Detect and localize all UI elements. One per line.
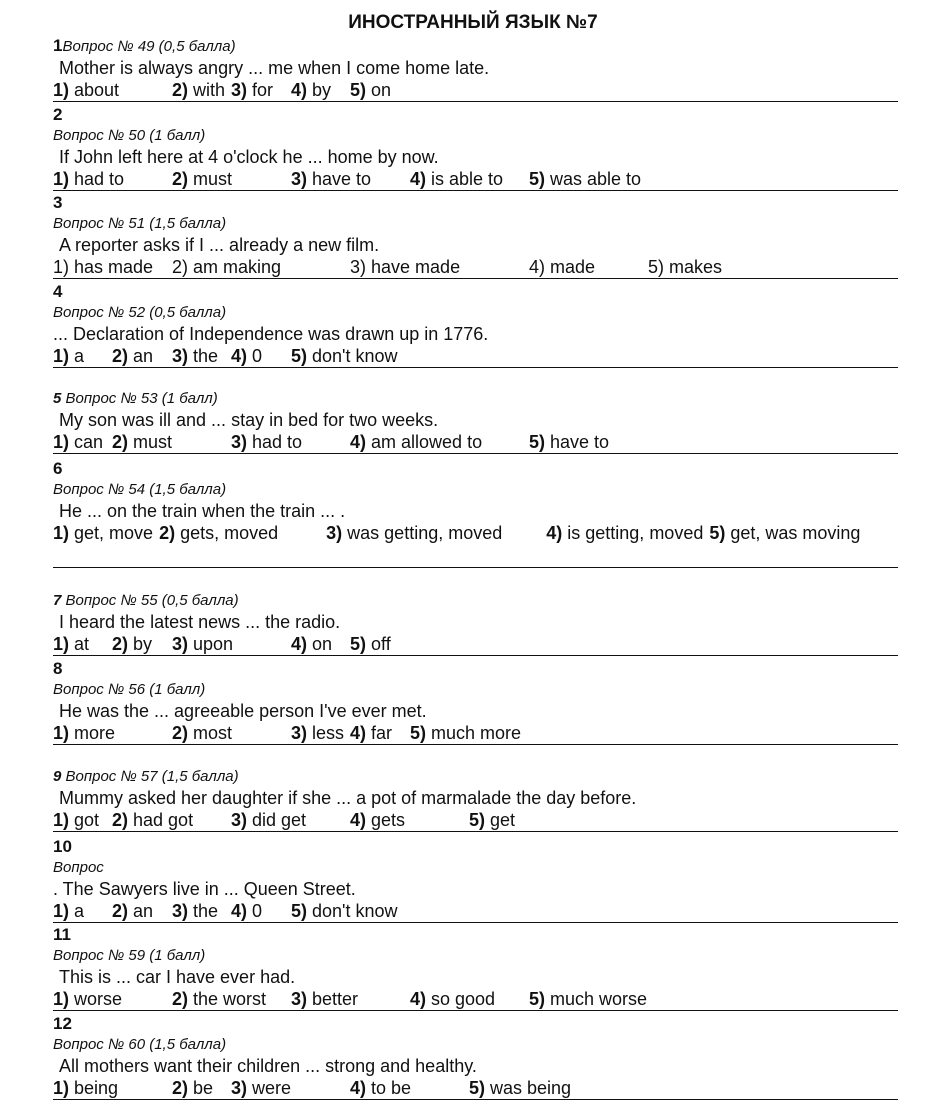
question-block (53, 658, 898, 745)
option-text: much worse (545, 989, 648, 1009)
answer-option[interactable] (291, 79, 331, 102)
question-block (53, 104, 898, 191)
answer-option[interactable] (350, 722, 392, 745)
question-label: Вопрос (53, 859, 104, 876)
option-number: 3) (291, 989, 308, 1009)
answer-options (53, 809, 898, 832)
option-number: 1) (53, 810, 70, 830)
option-text: more (69, 723, 116, 743)
question-block (53, 36, 898, 102)
option-number: 2) (112, 901, 129, 921)
answer-option[interactable] (529, 256, 595, 279)
option-text: am allowed to (366, 432, 483, 452)
question-block (53, 924, 898, 1011)
option-number: 5) (529, 989, 546, 1009)
question-text: Mummy asked her daughter if she ... a pot of marmalade the day before. (59, 788, 637, 808)
question-header (53, 126, 898, 146)
answer-option[interactable] (231, 79, 273, 102)
option-text: don't know (307, 346, 398, 366)
option-number: 1) (53, 432, 70, 452)
option-text: worse (69, 989, 123, 1009)
question-number: 5 (53, 390, 62, 407)
answer-option[interactable] (112, 809, 193, 832)
option-number: 1) (53, 346, 70, 366)
option-number: 4) (291, 80, 308, 100)
question-number: 10 (53, 837, 72, 856)
question-label: Вопрос № 55 (0,5 балла) (65, 592, 239, 609)
option-number: 5) (410, 723, 427, 743)
answer-options (53, 633, 898, 656)
question-header (53, 480, 898, 500)
option-number: 4) (350, 432, 367, 452)
question-text: Mother is always angry ... me when I come home late. (59, 58, 490, 78)
answer-option[interactable] (112, 900, 153, 923)
question-text: If John left here at 4 o'clock he ... home by now. (59, 147, 439, 167)
question-number: 4 (53, 282, 63, 301)
answer-option[interactable] (231, 431, 302, 454)
option-text: had got (128, 810, 194, 830)
option-number: 5) (529, 169, 546, 189)
answer-option[interactable] (350, 1077, 411, 1100)
option-number: 5) (529, 432, 546, 452)
option-number: 4) (291, 634, 308, 654)
option-text: an (128, 901, 154, 921)
question-number: 3 (53, 193, 63, 212)
option-number: 3) (172, 634, 189, 654)
answer-option[interactable] (53, 809, 99, 832)
option-number: 4) (529, 257, 546, 277)
option-text: did get (247, 810, 307, 830)
question-header (53, 858, 898, 878)
option-text: has made (69, 257, 154, 277)
question-block (53, 1013, 898, 1100)
question-label: Вопрос № 54 (1,5 балла) (53, 481, 227, 498)
answer-options (53, 345, 898, 368)
option-number: 2) (172, 257, 189, 277)
option-text: the (188, 346, 219, 366)
answer-option[interactable] (410, 988, 495, 1011)
answer-options (53, 168, 898, 191)
question-header (53, 36, 898, 57)
answer-option[interactable] (53, 256, 153, 279)
option-number: 2) (112, 432, 129, 452)
option-text: better (307, 989, 359, 1009)
option-text: is getting, moved (562, 523, 704, 543)
question-number: 7 (53, 592, 62, 609)
question-number: 6 (53, 459, 63, 478)
option-text: less (307, 723, 345, 743)
option-text: the worst (188, 989, 267, 1009)
answer-option[interactable] (53, 523, 153, 543)
option-text: 0 (247, 901, 263, 921)
answer-option[interactable] (53, 900, 84, 923)
option-number: 5) (291, 346, 308, 366)
option-number: 4) (546, 523, 563, 543)
option-text: have to (545, 432, 610, 452)
option-text: upon (188, 634, 234, 654)
answer-option[interactable] (172, 256, 281, 279)
answer-options (53, 431, 898, 454)
option-number: 2) (112, 346, 129, 366)
option-text: was able to (545, 169, 642, 189)
option-text: much more (426, 723, 522, 743)
option-text: about (69, 80, 120, 100)
option-number: 2) (172, 989, 189, 1009)
answer-option[interactable] (53, 988, 122, 1011)
option-text: have to (307, 169, 372, 189)
option-number: 4) (350, 723, 367, 743)
question-block (53, 458, 898, 568)
answer-option[interactable] (291, 722, 344, 745)
answer-option[interactable] (410, 168, 503, 191)
question-text: All mothers want their children ... strong and healthy. (59, 1056, 477, 1076)
answer-option[interactable] (172, 168, 232, 191)
option-number: 2) (172, 723, 189, 743)
question-block (53, 836, 898, 923)
question-label: Вопрос № 56 (1 балл) (53, 681, 206, 698)
answer-option[interactable] (53, 168, 124, 191)
option-text: had to (69, 169, 125, 189)
option-number: 4) (410, 989, 427, 1009)
answer-option[interactable] (53, 722, 115, 745)
option-number: 5) (469, 810, 486, 830)
option-number: 1) (53, 169, 70, 189)
answer-option[interactable] (172, 722, 232, 745)
answer-option[interactable] (410, 722, 521, 745)
option-number: 1) (53, 723, 70, 743)
question-label: Вопрос № 53 (1 балл) (65, 390, 218, 407)
answer-option[interactable] (291, 900, 398, 923)
option-text: get, move (69, 523, 154, 543)
question-number: 9 (53, 768, 62, 785)
option-number: 3) (172, 346, 189, 366)
answer-option[interactable] (231, 1077, 291, 1100)
option-text: the (188, 901, 219, 921)
option-number: 4) (350, 810, 367, 830)
option-text: made (545, 257, 596, 277)
answer-option[interactable] (291, 345, 398, 368)
option-text: don't know (307, 901, 398, 921)
answer-option[interactable] (112, 345, 153, 368)
option-text: so good (426, 989, 496, 1009)
answer-option[interactable] (529, 431, 609, 454)
option-text: by (128, 634, 153, 654)
option-number: 2) (112, 810, 129, 830)
option-number: 2) (172, 169, 189, 189)
option-number: 1) (53, 989, 70, 1009)
question-header (53, 767, 898, 787)
answer-option[interactable] (172, 345, 218, 368)
option-text: at (69, 634, 90, 654)
answer-options (53, 256, 898, 279)
option-text: get (485, 810, 516, 830)
answer-option[interactable] (231, 900, 262, 923)
question-header (53, 389, 898, 409)
answer-option[interactable] (53, 633, 89, 656)
answer-option[interactable] (231, 345, 262, 368)
option-text: on (366, 80, 392, 100)
answer-option[interactable] (291, 168, 371, 191)
option-number: 3) (231, 80, 248, 100)
option-text: am making (188, 257, 282, 277)
question-number: 2 (53, 105, 63, 124)
question-header (53, 680, 898, 700)
question-text: He ... on the train when the train ... . (59, 501, 346, 521)
option-text: get, was moving (725, 523, 861, 543)
answer-option[interactable] (546, 523, 703, 543)
option-number: 1) (53, 80, 70, 100)
option-text: far (366, 723, 393, 743)
question-block (53, 389, 898, 454)
answer-option[interactable] (172, 1077, 213, 1100)
option-text: have made (366, 257, 461, 277)
answer-option[interactable] (53, 1077, 118, 1100)
option-text: on (307, 634, 333, 654)
option-text: got (69, 810, 100, 830)
option-text: a (69, 346, 85, 366)
answer-option[interactable] (350, 809, 405, 832)
option-number: 1) (53, 901, 70, 921)
answer-option[interactable] (291, 988, 358, 1011)
answer-options (53, 79, 898, 102)
question-text: My son was ill and ... stay in bed for two weeks. (59, 410, 439, 430)
option-text: makes (664, 257, 723, 277)
answer-option[interactable] (172, 988, 266, 1011)
answer-option[interactable] (350, 256, 460, 279)
question-text: . The Sawyers live in ... Queen Street. (53, 879, 356, 899)
question-text: A reporter asks if I ... already a new film. (59, 235, 380, 255)
option-text: must (188, 169, 233, 189)
question-block (53, 281, 898, 368)
option-number: 3) (326, 523, 343, 543)
question-header (53, 214, 898, 234)
answer-option[interactable] (112, 431, 172, 454)
option-number: 3) (291, 169, 308, 189)
option-number: 4) (231, 901, 248, 921)
answer-option[interactable] (291, 633, 332, 656)
option-text: be (188, 1078, 214, 1098)
option-text: by (307, 80, 332, 100)
question-label: Вопрос № 50 (1 балл) (53, 127, 206, 144)
question-label: Вопрос № 51 (1,5 балла) (53, 215, 227, 232)
option-text: can (69, 432, 104, 452)
document-title: ИНОСТРАННЫЙ ЯЗЫК №7 (348, 12, 598, 33)
question-label: Вопрос № 49 (0,5 балла) (62, 38, 236, 55)
answer-option[interactable] (172, 633, 233, 656)
answer-option[interactable] (112, 633, 152, 656)
answer-option[interactable] (469, 1077, 571, 1100)
question-block (53, 192, 898, 279)
option-text: were (247, 1078, 292, 1098)
option-number: 2) (172, 1078, 189, 1098)
answer-option[interactable] (53, 431, 103, 454)
answer-option[interactable] (159, 523, 278, 543)
option-text: was being (485, 1078, 572, 1098)
option-number: 4) (350, 1078, 367, 1098)
question-number: 1 (53, 36, 63, 55)
option-number: 3) (291, 723, 308, 743)
option-number: 5) (350, 634, 367, 654)
option-number: 5) (648, 257, 665, 277)
question-block (53, 591, 898, 656)
answer-option[interactable] (709, 523, 860, 543)
question-block (53, 767, 898, 832)
question-text: He was the ... agreeable person I've ever met. (59, 701, 427, 721)
option-number: 3) (231, 810, 248, 830)
answer-option[interactable] (53, 79, 119, 102)
answer-option[interactable] (231, 809, 306, 832)
answer-options (53, 722, 898, 745)
question-text: ... Declaration of Independence was drawn up in 1776. (53, 324, 489, 344)
option-number: 5) (291, 901, 308, 921)
option-number: 3) (172, 901, 189, 921)
question-text: I heard the latest news ... the radio. (59, 612, 341, 632)
answer-option[interactable] (529, 168, 641, 191)
answer-options (53, 522, 898, 568)
option-number: 2) (159, 523, 176, 543)
option-number: 1) (53, 523, 70, 543)
option-text: to be (366, 1078, 412, 1098)
answer-option[interactable] (350, 633, 391, 656)
option-text: was getting, moved (342, 523, 503, 543)
option-text: off (366, 634, 391, 654)
question-label: Вопрос № 57 (1,5 балла) (65, 768, 239, 785)
option-text: with (188, 80, 226, 100)
question-header (53, 591, 898, 611)
option-text: 0 (247, 346, 263, 366)
option-text: for (247, 80, 274, 100)
option-text: being (69, 1078, 119, 1098)
answer-option[interactable] (350, 79, 391, 102)
question-label: Вопрос № 60 (1,5 балла) (53, 1036, 227, 1053)
question-number: 12 (53, 1014, 72, 1033)
option-number: 4) (410, 169, 427, 189)
option-number: 1) (53, 257, 70, 277)
option-number: 5) (469, 1078, 486, 1098)
question-header (53, 303, 898, 323)
option-number: 3) (350, 257, 367, 277)
option-number: 2) (112, 634, 129, 654)
option-text: a (69, 901, 85, 921)
answer-option[interactable] (326, 523, 502, 543)
option-text: an (128, 346, 154, 366)
question-label: Вопрос № 52 (0,5 балла) (53, 304, 227, 321)
option-number: 1) (53, 1078, 70, 1098)
answer-options (53, 900, 898, 923)
question-label: Вопрос № 59 (1 балл) (53, 947, 206, 964)
option-number: 1) (53, 634, 70, 654)
option-number: 5) (350, 80, 367, 100)
option-number: 5) (709, 523, 726, 543)
option-text: had to (247, 432, 303, 452)
question-header (53, 946, 898, 966)
question-text: This is ... car I have ever had. (59, 967, 296, 987)
answer-option[interactable] (172, 79, 225, 102)
option-text: must (128, 432, 173, 452)
answer-option[interactable] (350, 431, 482, 454)
answer-option[interactable] (648, 256, 722, 279)
question-header (53, 1035, 898, 1055)
option-number: 4) (231, 346, 248, 366)
question-number: 11 (53, 925, 71, 944)
answer-options (53, 988, 898, 1011)
option-number: 3) (231, 1078, 248, 1098)
option-number: 3) (231, 432, 248, 452)
option-number: 2) (172, 80, 189, 100)
answer-option[interactable] (172, 900, 218, 923)
answer-option[interactable] (53, 345, 84, 368)
option-text: is able to (426, 169, 504, 189)
question-number: 8 (53, 659, 63, 678)
option-text: gets, moved (175, 523, 279, 543)
option-text: gets (366, 810, 406, 830)
answer-option[interactable] (469, 809, 515, 832)
answer-options (53, 1077, 898, 1100)
answer-option[interactable] (529, 988, 647, 1011)
option-text: most (188, 723, 233, 743)
